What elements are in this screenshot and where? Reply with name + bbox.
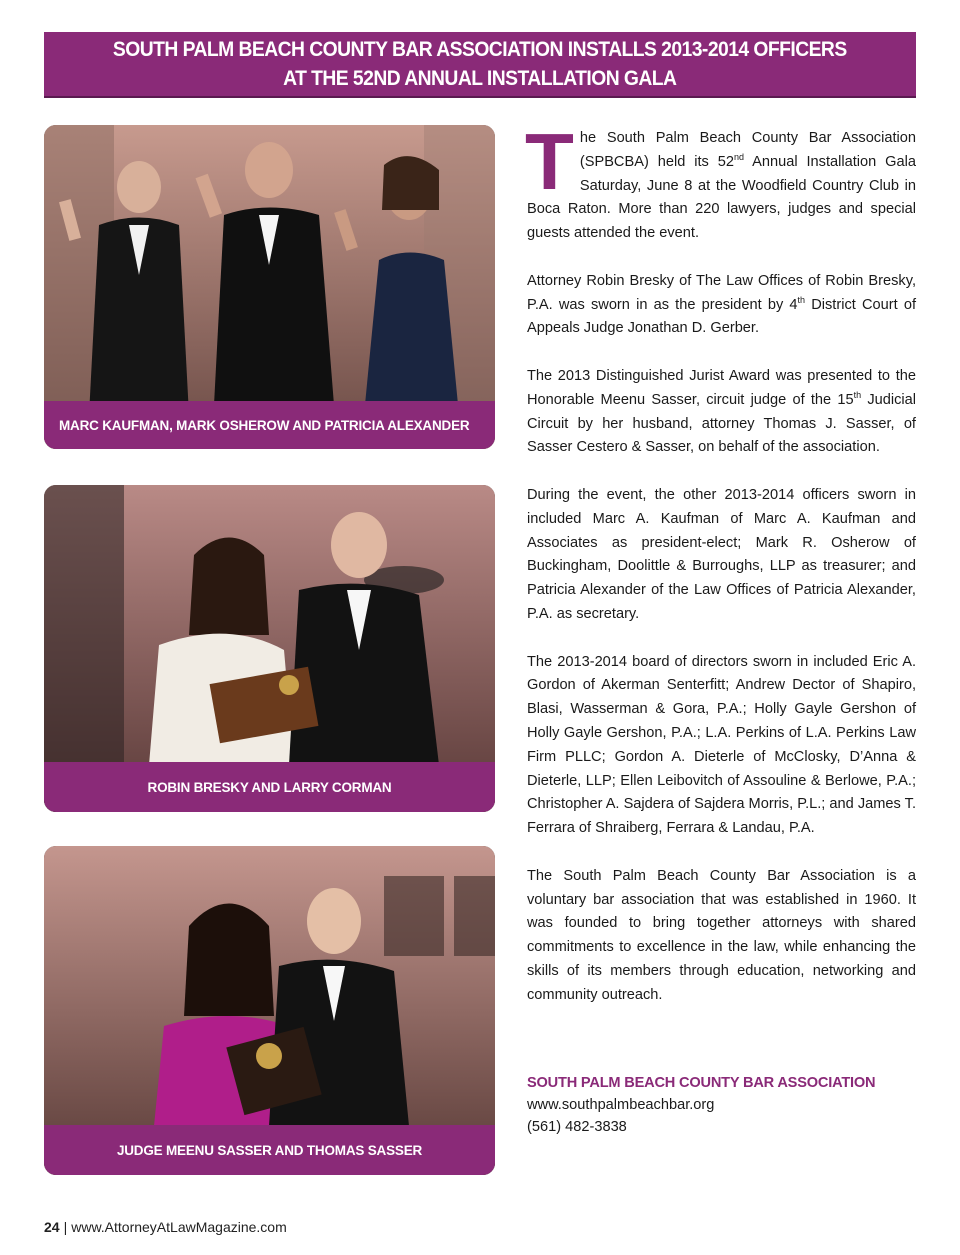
- article-paragraph: The South Palm Beach County Bar Association (SPBCBA) held its 52nd Annual Installation Gala Saturday, June 8 at the Woodfield Country Club in Boca Raton. More than 220 lawyers, judges and special guests attended the event.: [525, 117, 916, 242]
- contact-website-link[interactable]: www.southpalmbeachbar.org: [527, 1097, 715, 1113]
- headline-banner: [44, 32, 916, 98]
- photo-card-bresky-corman: [44, 485, 495, 812]
- article-paragraph: The South Palm Beach County Bar Association is a voluntary bar association that was established in 1960. It was founded to bring together attorneys with shared commitments to excellence in the law, while enhancing the skills of its members through education, networking and community outreach.: [527, 867, 916, 1003]
- photo-caption: ROBIN BRESKY AND LARRY CORMAN: [44, 762, 495, 812]
- photo-caption: JUDGE MEENU SASSER AND THOMAS SASSER: [44, 1125, 495, 1175]
- footer-separator: |: [63, 1219, 68, 1235]
- article-paragraph: During the event, the other 2013-2014 officers sworn in included Marc A. Kaufman of Marc A. Kaufman and Associates as president-elect; Mark R. Osherow of Buckingham, Doolittle & Burroughs, LLP as treasurer; and Patricia Alexander of the Law Offices of Patricia Alexander, P.A. as secretary.: [527, 486, 916, 622]
- contact-phone: (561) 482-3838: [527, 1119, 627, 1135]
- footer-site-link[interactable]: www.AttorneyAtLawMagazine.com: [71, 1219, 287, 1235]
- page-number: 24: [44, 1219, 60, 1235]
- photo-caption: MARC KAUFMAN, MARK OSHEROW AND PATRICIA ALEXANDER: [44, 401, 495, 449]
- drop-cap: T: [525, 117, 574, 206]
- article-body: [525, 117, 917, 1031]
- photo-card-officers: [44, 125, 495, 449]
- headline-line-1: SOUTH PALM BEACH COUNTY BAR ASSOCIATION INSTALLS 2013-2014 OFFICERS: [113, 38, 847, 61]
- photo-card-sasser: [44, 846, 495, 1175]
- page-footer: [44, 1219, 287, 1235]
- article-paragraph: Attorney Robin Bresky of The Law Offices of Robin Bresky, P.A. was sworn in as the president by 4th District Court of Appeals Judge Jonathan D. Gerber.: [527, 272, 917, 337]
- contact-block: [527, 1072, 916, 1138]
- article-paragraph: The 2013-2014 board of directors sworn in included Eric A. Gordon of Akerman Senterfitt; Andrew Dector of Shapiro, Blasi, Wasserman & Gora, P.A.; Holly Gayle Gershon of Holly Gayle Gershon, P.A.; L.A. Perkins of L.A. Perkins Law Firm PLLC; Gordon A. Dieterle of McClosky, D’Anna & Dieterle, LLP; Ellen Leibovitch of Assouline & Berlowe, P.A.; Christopher A. Sajdera of Sajdera Morris, P.L.; and James T. Ferrara of Shraiberg, Ferrara & Landau, P.A.: [527, 653, 916, 837]
- article-paragraph: The 2013 Distinguished Jurist Award was presented to the Honorable Meenu Sasser, circuit judge of the 15th Judicial Circuit by her husband, attorney Thomas J. Sasser, of Sasser Cestero & Sasser, on behalf of the association.: [527, 367, 916, 456]
- headline-line-2: AT THE 52ND ANNUAL INSTALLATION GALA: [283, 67, 677, 90]
- contact-org-name: SOUTH PALM BEACH COUNTY BAR ASSOCIATION: [527, 1075, 876, 1091]
